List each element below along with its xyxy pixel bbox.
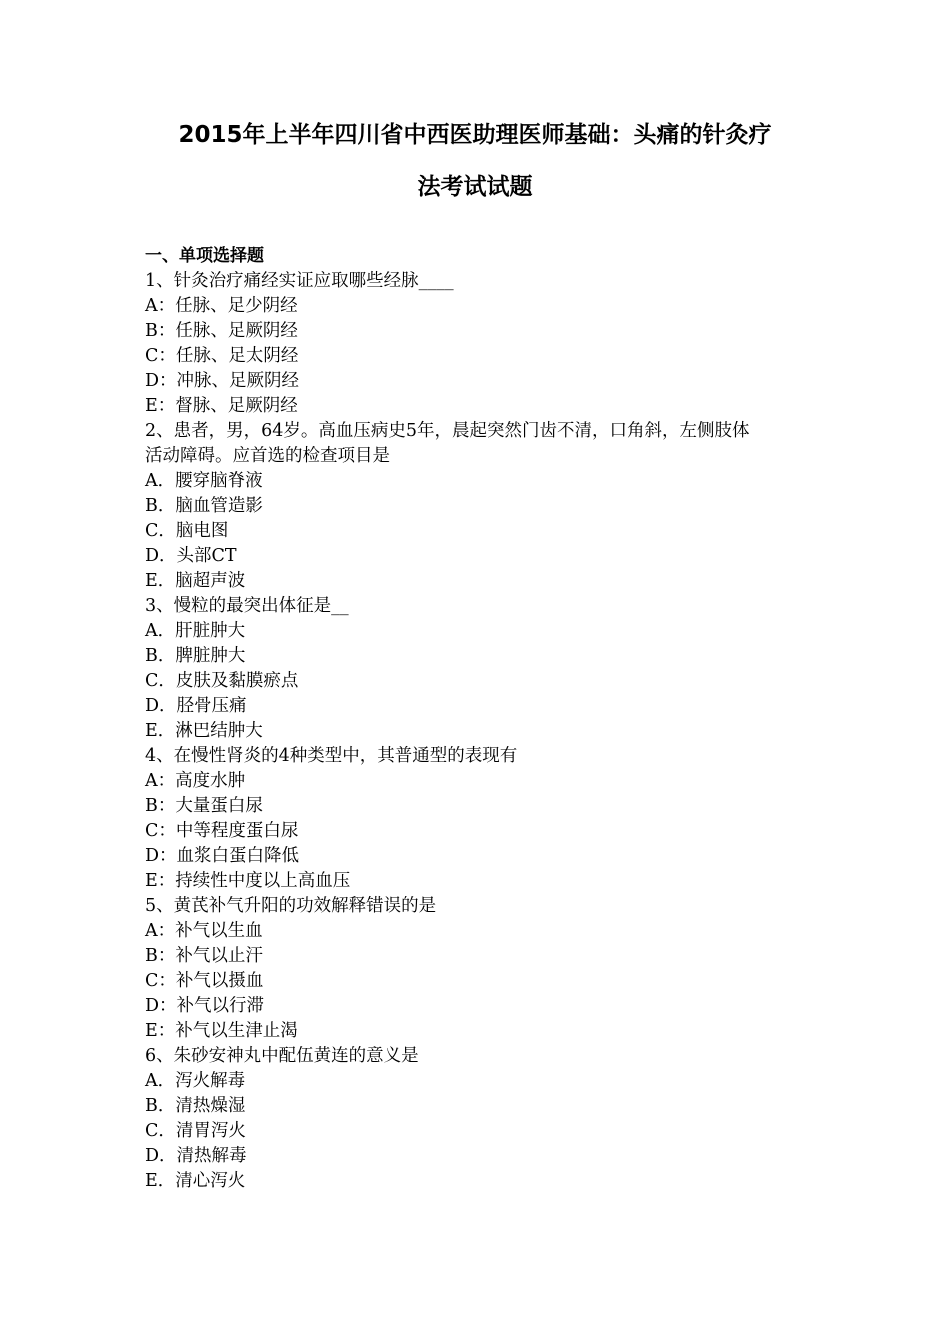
question-5 xyxy=(145,894,825,1044)
option-e: E．淋巴结肿大 xyxy=(145,721,263,741)
question-6 xyxy=(145,1044,825,1194)
document-title-line-1: 2015年上半年四川省中西医助理医师基础：头痛的针灸疗 xyxy=(178,122,772,148)
option-b: B．清热燥湿 xyxy=(145,1096,246,1116)
section-heading: 一、单项选择题 xyxy=(145,246,264,266)
option-a: A．泻火解毒 xyxy=(145,1071,246,1091)
option-e: E．清心泻火 xyxy=(145,1171,246,1191)
option-d: D：血浆白蛋白降低 xyxy=(145,846,300,866)
question-stem-line-2: 活动障碍。应首选的检查项目是 xyxy=(145,446,390,466)
option-c: C．脑电图 xyxy=(145,521,229,541)
option-c: C．皮肤及黏膜瘀点 xyxy=(145,671,299,691)
question-stem: 3、慢粒的最突出体征是__ xyxy=(145,596,349,616)
option-b: B．脑血管造影 xyxy=(145,496,263,516)
option-e: E．脑超声波 xyxy=(145,571,246,591)
option-d: D：冲脉、足厥阴经 xyxy=(145,371,300,391)
option-d: D．头部CT xyxy=(145,546,237,566)
option-a: A：高度水肿 xyxy=(145,771,246,791)
document-body xyxy=(145,244,825,1194)
question-2 xyxy=(145,419,825,594)
option-a: A：任脉、足少阴经 xyxy=(145,296,298,316)
question-stem: 5、黄芪补气升阳的功效解释错误的是 xyxy=(145,896,437,916)
question-stem-line-1: 2、患者，男，64岁。高血压病史5年，晨起突然门齿不清，口角斜，左侧肢体 xyxy=(145,421,750,441)
option-b: B：补气以止汗 xyxy=(145,946,263,966)
option-d: D：补气以行滞 xyxy=(145,996,265,1016)
option-d: D．胫骨压痛 xyxy=(145,696,247,716)
option-b: B．脾脏肿大 xyxy=(145,646,246,666)
option-a: A．肝脏肿大 xyxy=(145,621,246,641)
option-b: B：大量蛋白尿 xyxy=(145,796,263,816)
option-c: C：中等程度蛋白尿 xyxy=(145,821,299,841)
question-stem: 1、针灸治疗痛经实证应取哪些经脉____ xyxy=(145,271,454,291)
option-e: E：持续性中度以上高血压 xyxy=(145,871,351,891)
question-stem: 6、朱砂安神丸中配伍黄连的意义是 xyxy=(145,1046,419,1066)
option-c: C：任脉、足太阴经 xyxy=(145,346,299,366)
question-4 xyxy=(145,744,825,894)
option-a: A．腰穿脑脊液 xyxy=(145,471,263,491)
question-3 xyxy=(145,594,825,744)
option-c: C：补气以摄血 xyxy=(145,971,264,991)
option-a: A：补气以生血 xyxy=(145,921,263,941)
option-c: C．清胃泻火 xyxy=(145,1121,246,1141)
option-d: D．清热解毒 xyxy=(145,1146,247,1166)
document-title-line-2: 法考试试题 xyxy=(417,174,533,200)
option-e: E：补气以生津止渴 xyxy=(145,1021,298,1041)
question-stem: 4、在慢性肾炎的4种类型中，其普通型的表现有 xyxy=(145,746,518,766)
option-e: E：督脉、足厥阴经 xyxy=(145,396,298,416)
question-1 xyxy=(145,269,825,419)
option-b: B：任脉、足厥阴经 xyxy=(145,321,298,341)
